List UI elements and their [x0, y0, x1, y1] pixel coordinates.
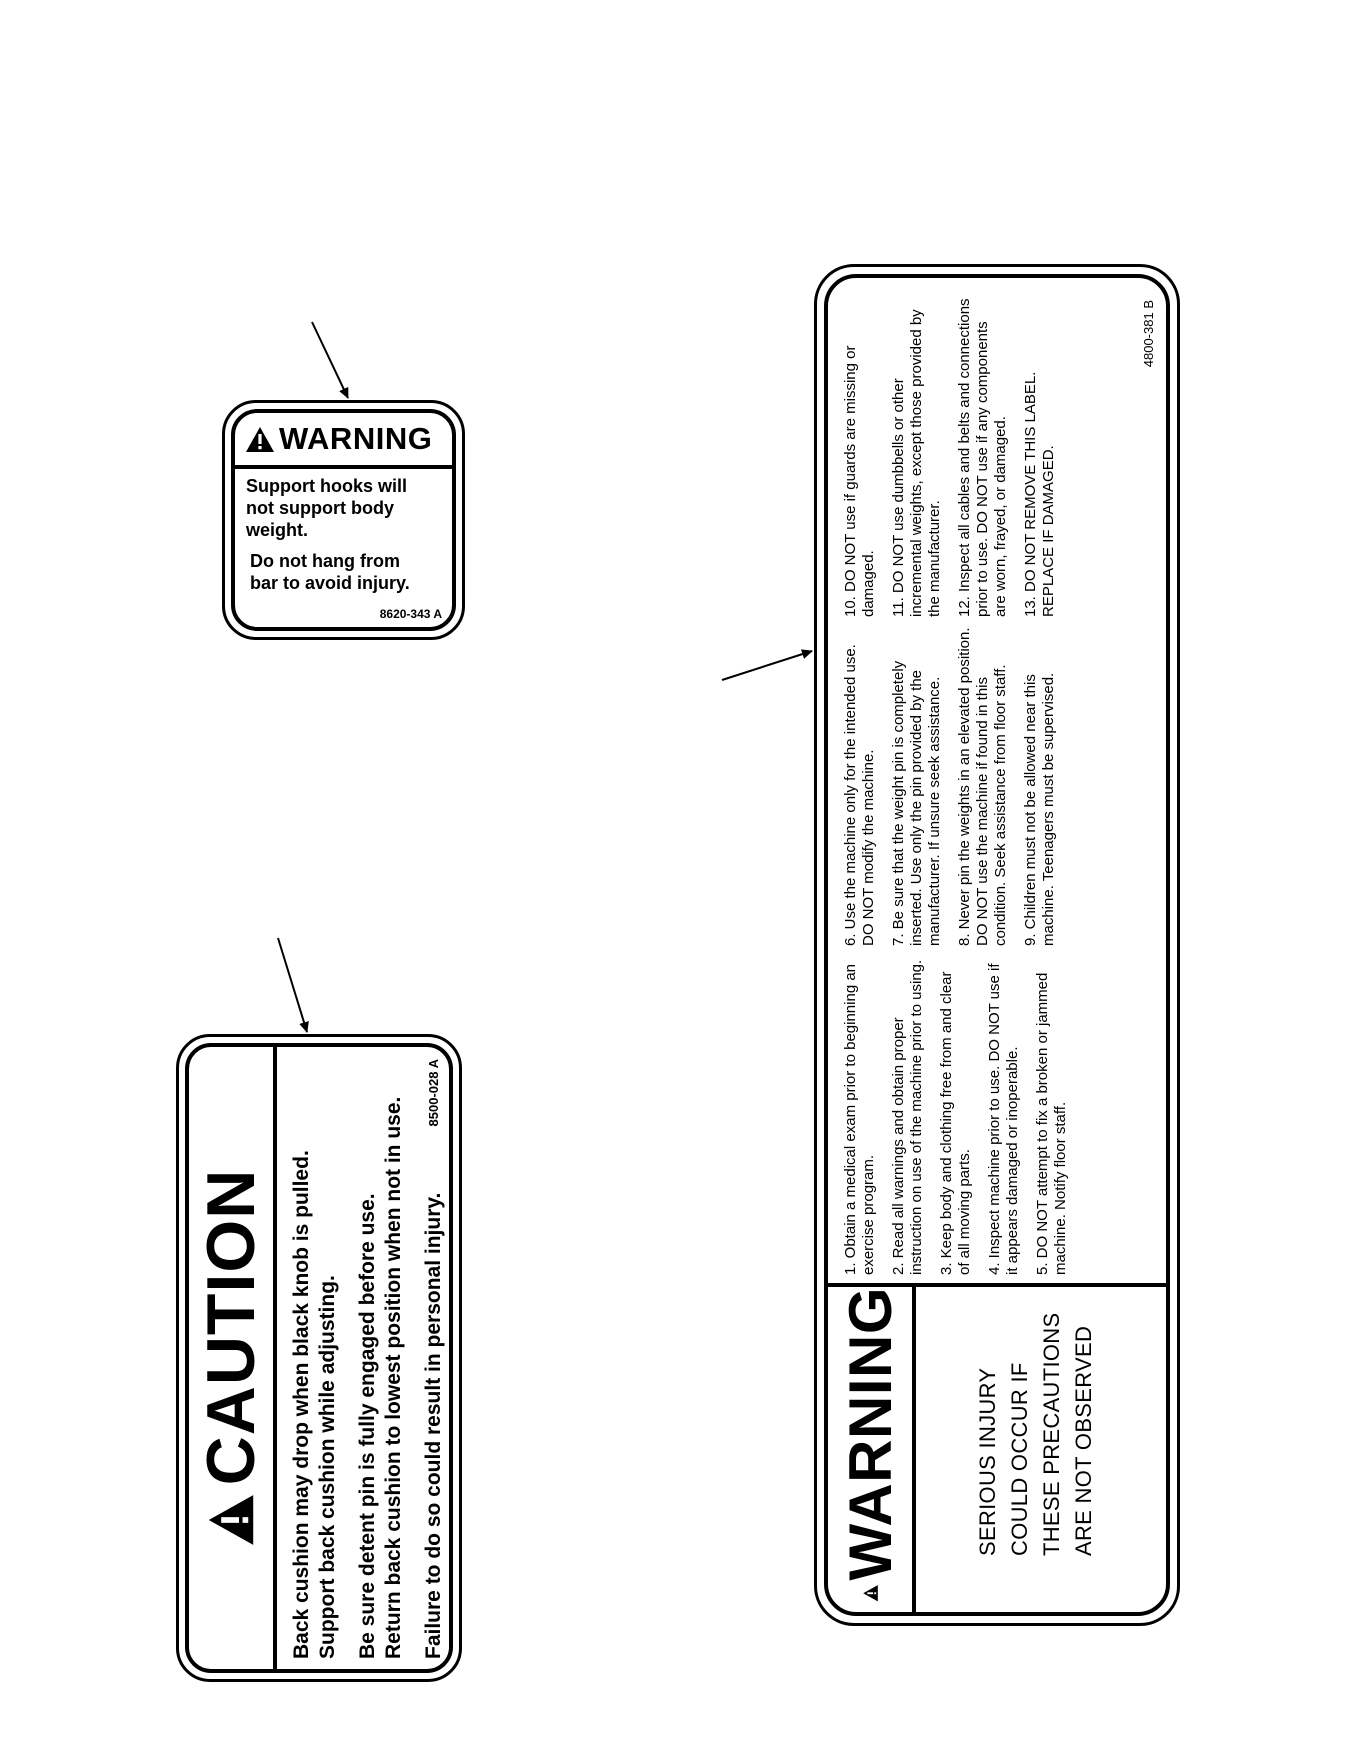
- precaution-item: 8. Never pin the weights in an elevated position. DO NOT use the machine if found in this condition. Seek assistance from floor staff.: [956, 627, 1009, 946]
- machine-warning-label: [814, 264, 1180, 1626]
- warning-triangle-icon: [245, 426, 275, 453]
- arrow-to-big-warning: [722, 651, 812, 680]
- label-header: [235, 413, 452, 469]
- label-inner-border: [824, 274, 1170, 1616]
- precaution-item: 7. Be sure that the weight pin is completely inserted. Use only the pin provided by the manufacturer. If unsure seek assistance.: [890, 660, 943, 946]
- precaution-item: 5. DO NOT attempt to fix a broken or jammed machine. Notify floor staff.: [1034, 972, 1069, 1275]
- warning-triangle-icon: [847, 1584, 894, 1602]
- label-title: WARNING: [279, 421, 433, 456]
- precaution-item: 2. Read all warnings and obtain proper instruction on use of the machine prior to using.: [890, 959, 925, 1275]
- arrow-to-caution: [278, 938, 307, 1032]
- precaution-item: 10. DO NOT use if guards are missing or damaged.: [842, 345, 877, 617]
- support-hooks-warning-label: [222, 400, 465, 640]
- label-part-number: 4800-381 B: [1141, 300, 1156, 368]
- label-text-block-1: Support hooks will not support body weight.: [246, 476, 407, 540]
- label-body: [277, 1047, 447, 1669]
- label-inner-border: [185, 1043, 453, 1673]
- label-part-number: 8620-343 A: [379, 607, 442, 621]
- label-part-number: 8500-028 A: [426, 1059, 441, 1127]
- precautions-column-3: [842, 288, 1166, 617]
- label-line: Back cushion may drop when black knob is pulled.: [290, 1150, 313, 1659]
- precaution-item: 12. Inspect all cables and belts and connections prior to use. DO NOT use if any components are worn, frayed, or damaged.: [956, 298, 1009, 617]
- label-line: Return back cushion to lowest position when not in use.: [382, 1096, 405, 1659]
- label-left-panel: [828, 1283, 1166, 1612]
- precautions-list: [828, 278, 1166, 1283]
- precautions-column-2: [842, 617, 1166, 946]
- precaution-item: 13. DO NOT REMOVE THIS LABEL. REPLACE IF DAMAGED.: [1022, 371, 1057, 617]
- label-header: [189, 1047, 277, 1669]
- label-line: Be sure detent pin is fully engaged before use.: [356, 1193, 379, 1659]
- machine-warning-label-area: [814, 264, 1180, 1626]
- warning-triangle-icon: [207, 1493, 255, 1547]
- precaution-item: 6. Use the machine only for the intended use. DO NOT modify the machine.: [842, 644, 877, 946]
- precaution-item: 11. DO NOT use dumbbells or other incremental weights, except those provided by the manufacturer.: [890, 309, 943, 617]
- precautions-column-1: [842, 946, 1166, 1275]
- label-line: Failure to do so could result in personal injury.: [422, 1192, 445, 1659]
- caution-label: [176, 1034, 462, 1682]
- label-text-block-2: Do not hang from bar to avoid injury.: [250, 551, 410, 593]
- serious-injury-notice: SERIOUS INJURY COULD OCCUR IF THESE PRECAUTIONS ARE NOT OBSERVED: [975, 1312, 1096, 1556]
- precaution-item: 1. Obtain a medical exam prior to beginning an exercise program.: [842, 963, 877, 1275]
- precaution-item: 3. Keep body and clothing free from and clear of all moving parts.: [938, 971, 973, 1275]
- caution-label-area: [176, 1034, 462, 1682]
- label-body: [235, 469, 452, 594]
- label-title: WARNING: [836, 1287, 904, 1581]
- arrow-to-small-warning: [312, 322, 348, 398]
- label-header: [828, 1287, 916, 1612]
- precaution-item: 9. Children must not be allowed near this machine. Teenagers must be supervised.: [1022, 672, 1057, 946]
- label-line: Support back cushion while adjusting.: [316, 1275, 339, 1659]
- label-inner-border: [231, 409, 456, 631]
- precaution-item: 4. Inspect machine prior to use. DO NOT use if it appears damaged or inoperable.: [986, 963, 1021, 1275]
- label-title: CAUTION: [193, 1168, 269, 1486]
